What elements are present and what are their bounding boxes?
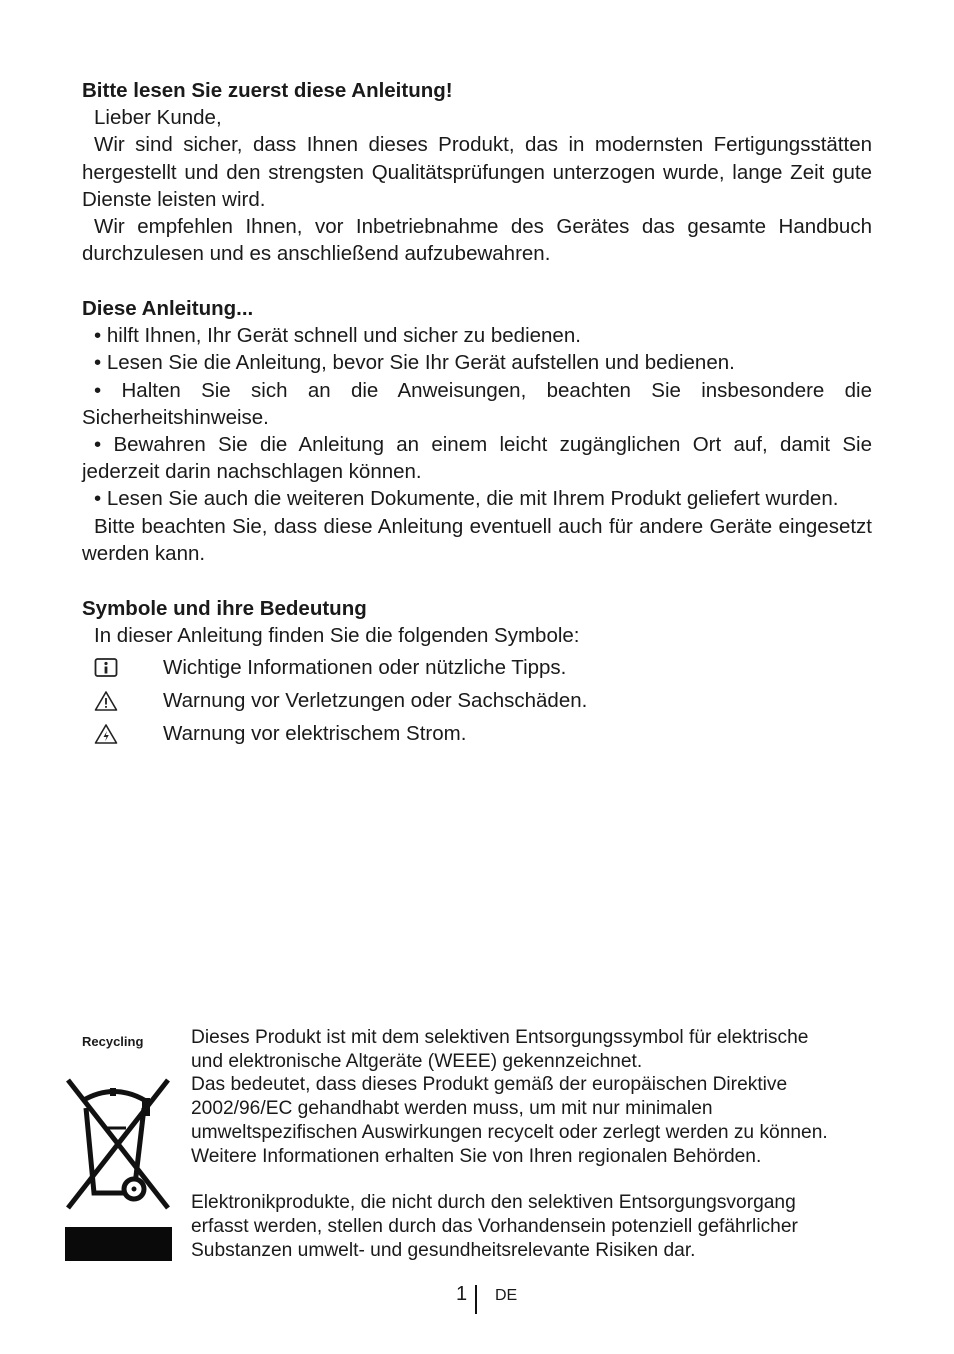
recycling-line: Elektronikprodukte, die nicht durch den selektiven Entsorgungsvorgang: [191, 1192, 796, 1214]
recycling-text: [191, 1026, 855, 1262]
intro-paragraph: Wir sind sicher, dass Ihnen dieses Produkt, das in modernsten Fertigungsstätten hergestellt und den strengsten Qualitätsprüfungen unterzogen wurde, lange Zeit gute Dienste leisten wird.: [82, 133, 872, 211]
recycling-line: Das bedeutet, dass dieses Produkt gemäß der europäischen Direktive: [191, 1074, 788, 1096]
paragraph-gap: [191, 1168, 855, 1191]
weee-bar: [65, 1227, 172, 1261]
guide-item: • hilft Ihnen, Ihr Gerät schnell und sicher zu bedienen.: [94, 324, 581, 348]
info-icon: [94, 657, 118, 679]
page-number: 1: [456, 1283, 468, 1305]
guide-item: • Halten Sie sich an die Anweisungen, beachten Sie insbesondere die Sicherheitshinweise.: [82, 378, 872, 429]
intro-greeting: Lieber Kunde,: [94, 106, 222, 130]
language-code: DE: [495, 1287, 518, 1304]
symbols-heading: Symbole und ihre Bedeutung: [82, 597, 367, 620]
recycling-line: Weitere Informationen erhalten Sie von Ihren regionalen Behörden.: [191, 1145, 762, 1167]
recycling-line: 2002/96/EC gehandhabt werden muss, um mit nur minimalen: [191, 1098, 713, 1120]
recycling-line: erfasst werden, stellen durch das Vorhandensein potenziell gefährlicher: [191, 1215, 798, 1237]
guide-section: [82, 295, 872, 567]
recycling-line: Dieses Produkt ist mit dem selektiven Entsorgungssymbol für elektrische: [191, 1027, 809, 1048]
symbol-text: Warnung vor Verletzungen oder Sachschäden.: [163, 689, 588, 712]
recycling-line: umweltspezifischen Auswirkungen recycelt oder zerlegt werden zu können.: [191, 1121, 828, 1143]
electric-warning-icon: [94, 723, 118, 745]
recycling-line: Substanzen umwelt- und gesundheitsrelevante Risiken dar.: [191, 1239, 696, 1261]
intro-section: [82, 77, 872, 267]
recycling-label: Recycling: [82, 1034, 144, 1049]
warning-triangle-icon: [94, 690, 118, 712]
intro-paragraph: Wir empfehlen Ihnen, vor Inbetriebnahme des Gerätes das gesamte Handbuch durchzulesen und es anschließend aufzubewahren.: [82, 215, 872, 266]
guide-item: • Bewahren Sie die Anleitung an einem leicht zugänglichen Ort auf, damit Sie jederzeit darin nachschlagen können.: [82, 433, 872, 484]
recycling-line: und elektronische Altgeräte (WEEE) gekennzeichnet.: [191, 1050, 643, 1072]
guide-item: • Lesen Sie die Anleitung, bevor Sie Ihr Gerät aufstellen und bedienen.: [94, 351, 735, 375]
symbol-text: Wichtige Informationen oder nützliche Tipps.: [163, 656, 567, 679]
symbols-section: [82, 595, 872, 649]
intro-heading: Bitte lesen Sie zuerst diese Anleitung!: [82, 79, 453, 102]
footer-divider: [475, 1285, 477, 1314]
guide-heading: Diese Anleitung...: [82, 297, 254, 320]
guide-note: Bitte beachten Sie, dass diese Anleitung eventuell auch für andere Geräte eingesetzt werden kann.: [82, 514, 872, 565]
symbol-text: Warnung vor elektrischem Strom.: [163, 722, 467, 745]
symbols-intro: In dieser Anleitung finden Sie die folgenden Symbole:: [94, 624, 580, 648]
guide-item: • Lesen Sie auch die weiteren Dokumente, die mit Ihrem Produkt geliefert wurden.: [94, 487, 839, 511]
